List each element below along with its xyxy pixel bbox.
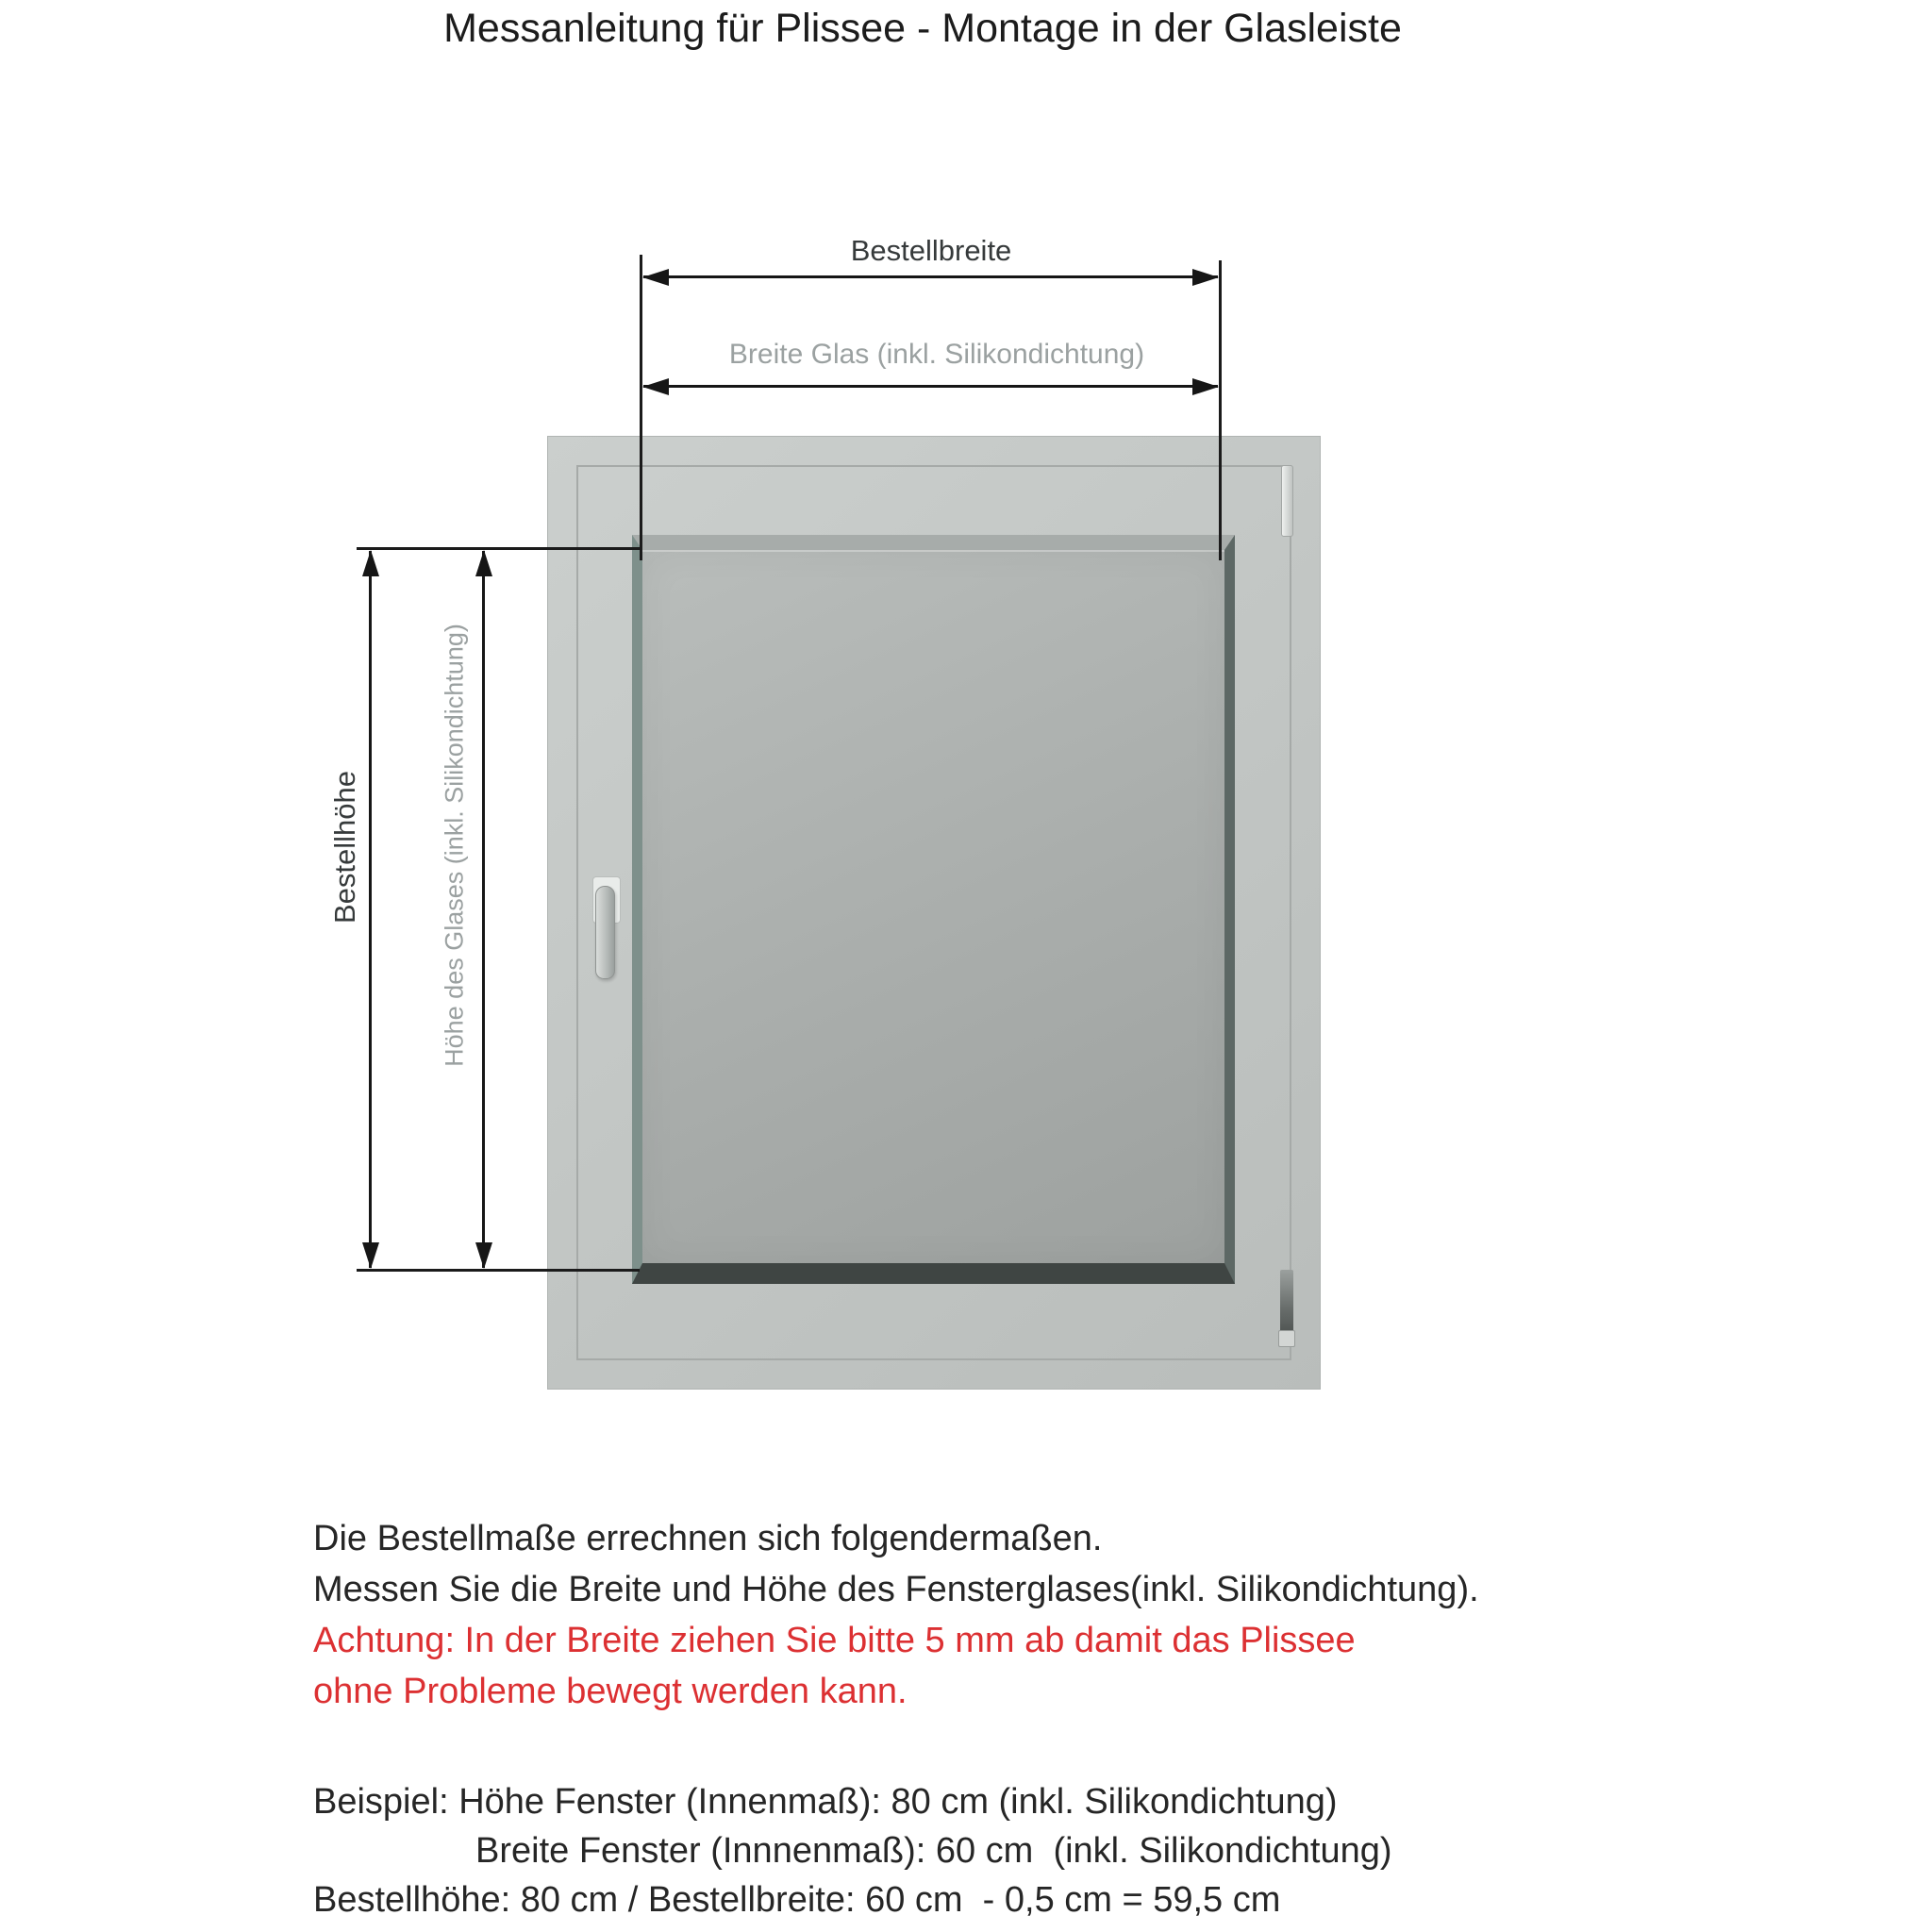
warning-line: ohne Probleme bewegt werden kann.: [313, 1672, 908, 1711]
example-line: Beispiel: Höhe Fenster (Innenmaß): 80 cm (inkl. Silikondichtung): [313, 1782, 1338, 1822]
extension-line-top-horizontal: [357, 547, 640, 550]
extension-line-left-vertical: [640, 255, 642, 560]
order-width-arrow: [643, 275, 1218, 278]
order-width-label: Bestellbreite: [850, 234, 1012, 267]
glass-height-label: Höhe des Glases (inkl. Silikondichtung): [440, 624, 469, 1067]
hinge-bottom: [1280, 1270, 1293, 1332]
extension-line-right-vertical: [1219, 260, 1222, 560]
page-title: Messanleitung für Plissee - Montage in der Glasleiste: [443, 6, 1402, 51]
window-handle: [595, 886, 615, 979]
instruction-line: Messen Sie die Breite und Höhe des Fensterglases(inkl. Silikondichtung).: [313, 1570, 1479, 1609]
hinge-bottom-foot: [1278, 1330, 1295, 1347]
window-frame: [547, 436, 1321, 1390]
hinge-top: [1281, 465, 1293, 537]
order-height-label: Bestellhöhe: [328, 770, 361, 924]
warning-line: Achtung: In der Breite ziehen Sie bitte 5 mm ab damit das Plissee: [313, 1621, 1356, 1660]
instructions-text: [313, 1513, 1479, 1717]
glass-width-arrow: [643, 385, 1218, 388]
example-text: [313, 1777, 1392, 1924]
instruction-line: Die Bestellmaße errechnen sich folgendermaßen.: [313, 1519, 1103, 1558]
glass-height-arrow: [482, 551, 485, 1268]
extension-line-bottom-horizontal: [357, 1269, 640, 1272]
glass-width-label: Breite Glas (inkl. Silikondichtung): [728, 339, 1145, 370]
example-line: Bestellhöhe: 80 cm / Bestellbreite: 60 cm - 0,5 cm = 59,5 cm: [313, 1880, 1281, 1920]
order-height-arrow: [369, 551, 372, 1268]
example-line: Breite Fenster (Innnenmaß): 60 cm (inkl. Silikondichtung): [475, 1831, 1392, 1871]
window-glass-pane: [632, 535, 1235, 1284]
